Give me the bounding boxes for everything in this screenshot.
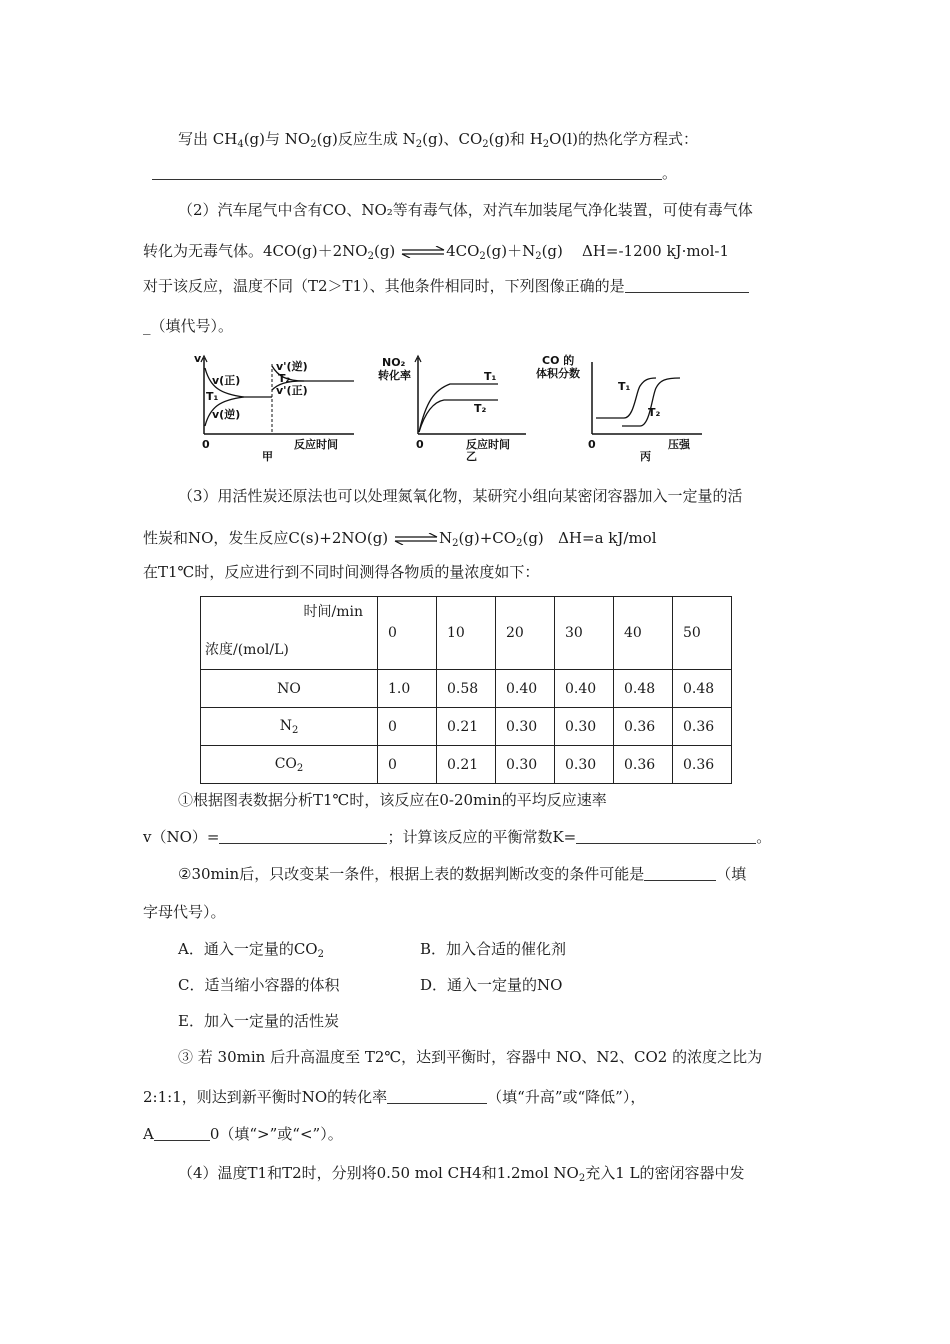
table-header-row: [201, 597, 732, 670]
rate-answer-blank[interactable]: [219, 829, 387, 844]
x-axis-label: 反应时间: [294, 438, 338, 451]
x-axis-label: 反应时间: [466, 438, 510, 451]
label-v-reverse: v(逆): [212, 408, 241, 421]
q3-sub1-line2: v（NO）= ；计算该反应的平衡常数K= 。: [143, 828, 772, 846]
q3-sub2-line1: ②30min后，只改变某一条件，根据上表的数据判断改变的条件可能是 （填: [178, 865, 747, 883]
table-cell: 0: [378, 746, 437, 784]
table-row: [201, 670, 732, 708]
option-d: D．通入一定量的NO: [420, 976, 563, 994]
table-cell: 0.40: [496, 670, 555, 708]
q1-answer-blank[interactable]: [152, 165, 662, 180]
table-cell: 0.48: [614, 670, 673, 708]
table-cell: 0.21: [437, 708, 496, 746]
y-axis-label-1: NO₂: [382, 356, 406, 369]
label-v-reverse-new: v'(逆): [276, 360, 308, 373]
option-b: B．加入合适的催化剂: [420, 940, 567, 958]
label-t1: T₁: [206, 390, 219, 403]
label-t1: T₁: [484, 370, 497, 383]
y-axis-label-2: 体积分数: [536, 367, 580, 380]
table-header-cell: 50: [673, 597, 732, 670]
q3-sub2-line2: 字母代号）。: [143, 903, 226, 921]
condition-answer-blank[interactable]: [644, 866, 716, 881]
table-header-cell: 20: [496, 597, 555, 670]
table-row-label: NO: [201, 670, 378, 708]
label-t1: T₁: [618, 380, 631, 393]
conversion-answer-blank[interactable]: [387, 1089, 487, 1104]
origin-label: 0: [588, 438, 596, 451]
table-header-cell: 30: [555, 597, 614, 670]
table-cell: 0.30: [496, 746, 555, 784]
table-row-label: $CO_2$: [201, 746, 378, 784]
q2-line4: _（填代号）。: [143, 317, 234, 335]
table-header-corner: [201, 597, 378, 670]
x-axis-label: 压强: [668, 438, 690, 451]
label-v-forward-new: v'(正): [276, 384, 308, 397]
q3-sub3-line2: 2:1:1，则达到新平衡时NO的转化率 （填“升高”或“降低”），: [143, 1088, 646, 1106]
q3-sub1-line1: ①根据图表数据分析T1℃时，该反应在0-20min的平均反应速率: [178, 791, 607, 809]
origin-label: 0: [416, 438, 424, 451]
q3-sub3-line3: A 0（填“>”或“<”）。: [143, 1125, 343, 1143]
table-cell: 0.36: [614, 746, 673, 784]
table-cell: 0.30: [496, 708, 555, 746]
table-cell: 0.58: [437, 670, 496, 708]
equilibrium-arrow-icon: [400, 246, 446, 258]
table-cell: 0.36: [614, 708, 673, 746]
concentration-table: [200, 596, 732, 784]
q3-sub3-line1: ③ 若 30min 后升高温度至 T2℃，达到平衡时，容器中 NO、N2、CO2 的浓度之比为: [178, 1048, 763, 1066]
q2-answer-blank[interactable]: [625, 278, 749, 293]
header-concentration-label: 浓度/(mol/L): [205, 642, 289, 658]
sign-answer-blank[interactable]: [154, 1126, 210, 1141]
option-a: A．通入一定量的$CO_2$: [178, 940, 324, 960]
q4-line1: （4）温度T1和T2时，分别将0.50 mol CH4和1.2mol $NO_2$充入1 L的密闭容器中发: [178, 1164, 745, 1184]
label-v-forward: v(正): [212, 374, 241, 387]
q2-equation-line: 转化为无毒气体。$4CO(g)+2NO_2(g)$ $4CO_2(g)+N_2(g)$ ΔH=-1200 kJ·mol-1: [143, 242, 729, 262]
table-cell: 0.21: [437, 746, 496, 784]
option-c: C．适当缩小容器的体积: [178, 976, 340, 994]
graph-caption: 乙: [466, 450, 477, 463]
table-cell: 0.48: [673, 670, 732, 708]
table-row: [201, 746, 732, 784]
k-answer-blank[interactable]: [576, 829, 756, 844]
table-header-cell: 40: [614, 597, 673, 670]
graph-yi: [378, 352, 528, 464]
table-cell: 1.0: [378, 670, 437, 708]
q1-prompt: 写出 $CH_4(g)$与 $NO_2(g)$反应生成 $N_2(g)$、$CO_2(g)$和 $H_2O(l)$的热化学方程式：: [178, 130, 698, 150]
graph-caption: 丙: [640, 450, 651, 463]
table-cell: 0: [378, 708, 437, 746]
y-axis-label-1: CO 的: [542, 354, 575, 367]
equilibrium-arrow-icon: [393, 533, 439, 545]
q3-line3: 在T1℃时，反应进行到不同时间测得各物质的量浓度如下：: [143, 563, 540, 581]
q3-equation-line: 性炭和NO，发生反应C(s)+2NO(g) $N_2(g)+CO_2(g)$ ΔH=a kJ/mol: [143, 529, 657, 549]
graph-jia: [186, 352, 366, 464]
graph-caption: 甲: [262, 450, 273, 463]
q2-line3: 对于该反应，温度不同（T2＞T1）、其他条件相同时，下列图像正确的是: [143, 276, 749, 296]
y-axis-label: v: [194, 352, 202, 365]
origin-label: 0: [202, 438, 210, 451]
q2-line1: （2）汽车尾气中含有CO、NO₂等有毒气体，对汽车加装尾气净化装置，可使有毒气体: [178, 201, 753, 219]
table-cell: 0.30: [555, 708, 614, 746]
table-cell: 0.36: [673, 746, 732, 784]
option-e: E．加入一定量的活性炭: [178, 1012, 339, 1030]
label-t2: T₂: [474, 402, 487, 415]
label-t2: T₂: [278, 372, 291, 385]
q1-answer-line: 。: [152, 163, 677, 183]
label-t2: T₂: [648, 406, 661, 419]
table-cell: 0.40: [555, 670, 614, 708]
header-time-label: 时间/min: [303, 604, 363, 620]
table-cell: 0.30: [555, 746, 614, 784]
table-cell: 0.36: [673, 708, 732, 746]
table-header-cell: 0: [378, 597, 437, 670]
table-row: [201, 708, 732, 746]
table-row-label: $N_2$: [201, 708, 378, 746]
table-header-cell: 10: [437, 597, 496, 670]
graph-bing: [536, 352, 706, 464]
q3-line1: （3）用活性炭还原法也可以处理氮氧化物，某研究小组向某密闭容器加入一定量的活: [178, 487, 743, 505]
y-axis-label-2: 转化率: [378, 369, 411, 382]
